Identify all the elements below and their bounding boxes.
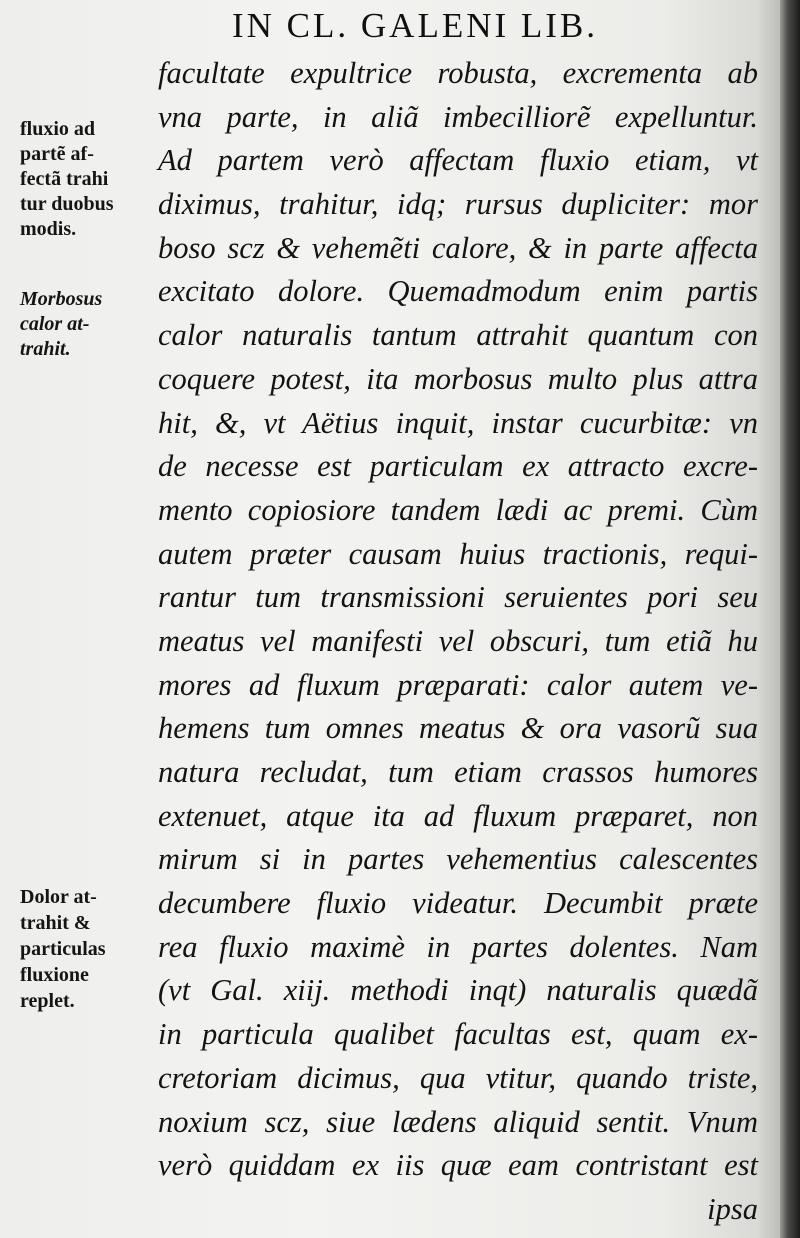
text-line: rantur tum transmissioni seruientes pori seu <box>158 580 758 615</box>
text-line: natura recludat, tum etiam crassos humores <box>158 755 758 789</box>
text-line: facultate expultrice robusta, excrementa ab <box>158 56 758 90</box>
marginal-note-line: modis. <box>20 218 77 240</box>
text-line: meatus vel manifesti vel obscuri, tum etiã hu <box>158 623 758 658</box>
marginal-note-line: Dolor at- <box>20 886 97 908</box>
marginal-note-line: fluxione <box>20 964 89 986</box>
marginal-note-line: calor at- <box>20 313 90 335</box>
marginal-note-line: replet. <box>20 990 75 1012</box>
catchword: ipsa <box>707 1191 758 1226</box>
text-line: in particula qualibet facultas est, quam ex- <box>158 1017 758 1052</box>
text-line: hemens tum omnes meatus & ora vasorũ sua <box>158 711 758 746</box>
marginal-note-line: trahit & <box>20 912 91 934</box>
text-line: Ad partem verò affectam fluxio etiam, vt <box>158 143 758 178</box>
text-line: mores ad fluxum præparati: calor autem ve- <box>158 667 758 702</box>
text-line: hit, &, vt Aëtius inquit, instar cucurbitæ: vn <box>158 405 758 440</box>
marginal-note-line: fluxio ad <box>20 118 96 140</box>
marginal-note-dolor <box>20 884 152 1014</box>
marginal-note-line: fectã trahi <box>20 168 109 190</box>
marginal-note-line: particulas <box>20 938 106 960</box>
running-head: IN CL. GALENI LIB. <box>232 6 599 45</box>
text-line: coquere potest, ita morbosus multo plus attra <box>158 361 758 396</box>
text-line: decumbere fluxio videatur. Decumbit præte <box>158 886 758 921</box>
marginal-note-line: tur duobus <box>20 193 114 215</box>
text-line: diximus, trahitur, idq; rursus dupliciter: mor <box>158 187 758 222</box>
marginal-note-morbosus <box>20 287 152 362</box>
text-line: mirum si in partes vehementius calescentes <box>158 842 758 877</box>
marginal-note-fluxio <box>20 117 152 242</box>
marginal-note-line: trahit. <box>20 338 71 360</box>
page-edge-shadow <box>780 0 800 1238</box>
text-line: mento copiosiore tandem lædi ac premi. Cùm <box>158 492 758 527</box>
text-line: (vt Gal. xiij. methodi inqt) naturalis quædã <box>158 973 758 1008</box>
body-text <box>158 52 758 1232</box>
text-line: rea fluxio maximè in partes dolentes. Nam <box>158 929 758 964</box>
text-line: cretoriam dicimus, qua vtitur, quando triste, <box>158 1060 758 1095</box>
text-line: autem præter causam huius tractionis, requi- <box>158 536 758 571</box>
text-line: verò quiddam ex iis quæ eam contristant est <box>158 1148 758 1183</box>
text-line: calor naturalis tantum attrahit quantum con <box>158 318 758 353</box>
text-line: extenuet, atque ita ad fluxum præparet, non <box>158 798 758 833</box>
text-line: boso scz & vehemẽti calore, & in parte affecta <box>158 230 758 265</box>
text-line: vna parte, in aliã imbecilliorẽ expelluntur. <box>158 99 758 134</box>
text-line: de necesse est particulam ex attracto excre- <box>158 449 758 484</box>
marginal-note-line: partẽ af- <box>20 143 94 165</box>
marginal-note-line: Morbosus <box>20 288 103 310</box>
text-line: noxium scz, siue lædens aliquid sentit. Vnum <box>158 1104 758 1139</box>
text-line: excitato dolore. Quemadmodum enim partis <box>158 274 758 309</box>
